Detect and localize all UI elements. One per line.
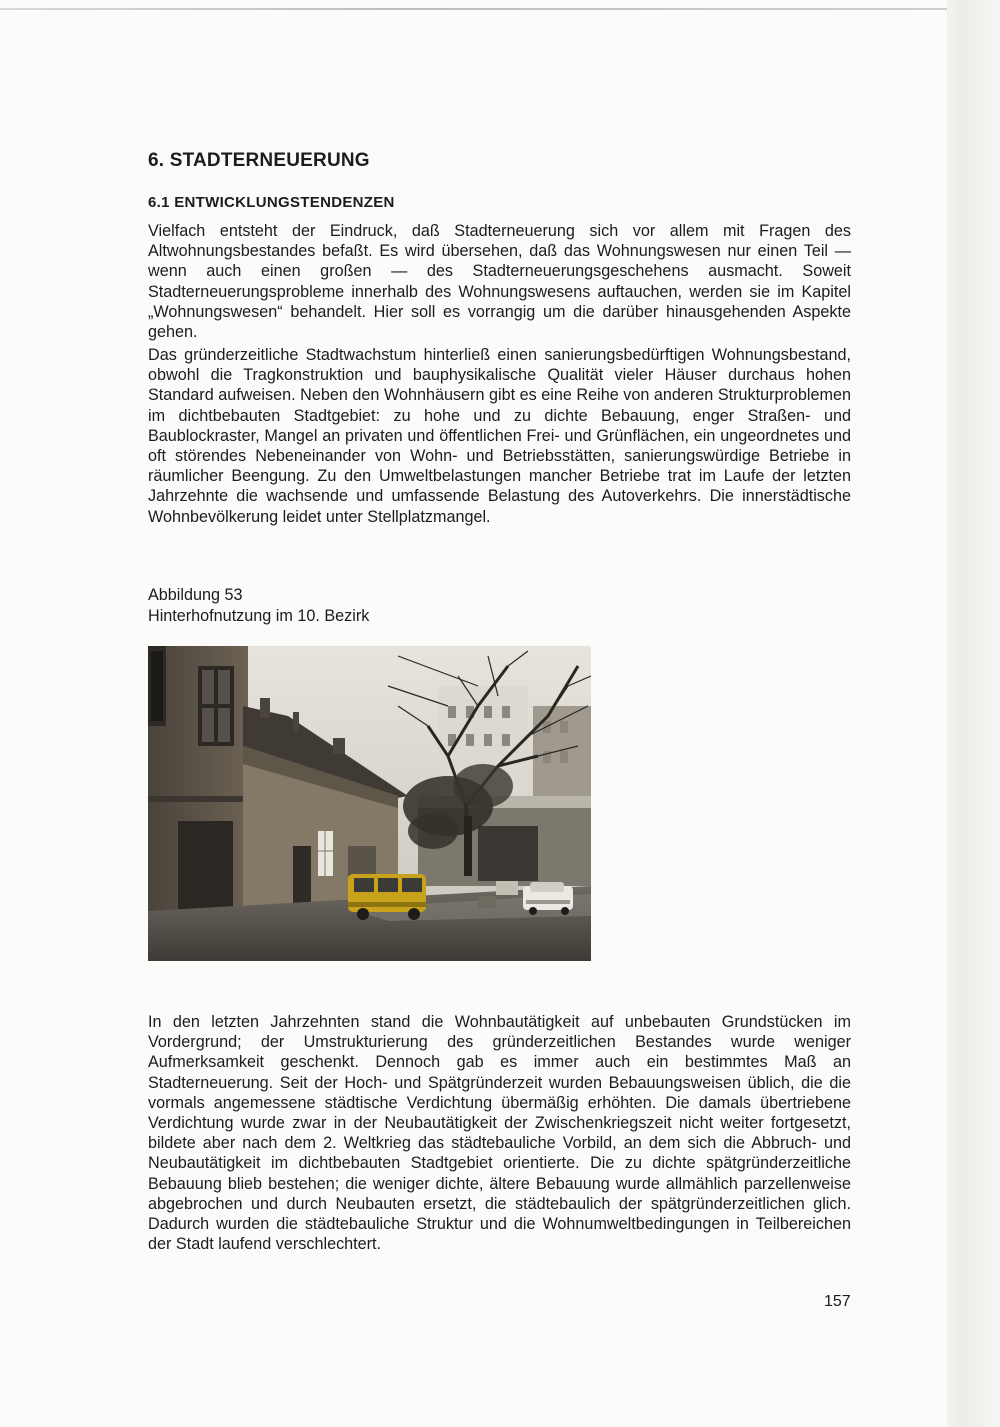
- figure-label: Abbildung 53: [148, 586, 243, 604]
- scan-top-edge: [0, 8, 1000, 10]
- paragraph-1: Vielfach entsteht der Eindruck, daß Stadterneuerung sich vor allem mit Fragen des Altwohnungsbestandes befaßt. Es wird übersehen, daß das Wohnungswesen nur einen Teil — wenn auch einen großen — des Stadterneuerungsgeschehens ausmacht. Soweit Stadterneuerungsprobleme innerhalb des Wohnungswesens auftauchen, werden sie im Kapitel „Wohnungswesen“ behandelt. Hier soll es vorrangig um die darüber hinausgehenden Aspekte gehen.: [148, 222, 851, 342]
- figure-caption: [148, 585, 369, 627]
- page-number: 157: [824, 1293, 851, 1310]
- section-title: 6.1 ENTWICKLUNGSTENDENZEN: [148, 194, 395, 211]
- figure-caption-text: Hinterhofnutzung im 10. Bezirk: [148, 607, 370, 625]
- scan-right-edge: [947, 0, 1000, 1427]
- paragraph-3: In den letzten Jahrzehnten stand die Wohnbautätigkeit auf unbebauten Grundstücken im Vordergrund; der Umstrukturierung des gründerzeitlichen Bestandes wurde weniger Aufmerksamkeit geschenkt. Dennoch gab es immer auch ein bestimmtes Maß an Stadterneuerung. Seit der Hoch- und Spätgründerzeit wurden Bebauungsweisen üblich, die die vormals angemessene städtische Verdichtung übermäßig erhöhten. Die damals übertriebene Verdichtung wurde zwar in der Neubautätigkeit der Zwischenkriegszeit nicht weiter fortgesetzt, bildete aber nach dem 2. Weltkrieg das städtebauliche Vorbild, an dem sich die Abbruch- und Neubautätigkeit im dichtbebauten Stadtgebiet orientierte. Die zu dichte spätgründerzeitliche Bebauung blieb bestehen; die weniger dichte, ältere Bebauung wurde allmählich parzellenweise abgebrochen und durch Neubauten ersetzt, die städtebaulich der spätgründerzeitlichen glich. Dadurch wurden die städtebauliche Struktur und die Wohnumweltbedingungen in Teilbereichen der Stadt laufend verschlechtert.: [148, 1013, 851, 1254]
- paragraph-2: Das gründerzeitliche Stadtwachstum hinterließ einen sanierungsbedürftigen Wohnungsbestand, obwohl die Tragkonstruktion und bauphysikalische Qualität vieler Häuser durchaus hohen Standard aufweisen. Neben den Wohnhäusern gibt es eine Reihe von anderen Strukturproblemen im dichtbebauten Stadtgebiet: zu hohe und zu dichte Bebauung, enger Straßen- und Baublockraster, Mangel an privaten und öffentlichen Frei- und Grünflächen, ein ungeordnetes und oft störendes Nebeneinander von Wohn- und Betriebsstätten, sanierungswürdige Betriebe in räumlicher Beengung. Zu den Umweltbelastungen mancher Betriebe trat im Laufe der letzten Jahrzehnte die wachsende und umfassende Belastung des Autoverkehrs. Die innerstädtische Wohnbevölkerung leidet unter Stellplatzmangel.: [148, 346, 851, 526]
- chapter-title: 6. STADTERNEUERUNG: [148, 150, 370, 171]
- courtyard-photo: [148, 646, 591, 961]
